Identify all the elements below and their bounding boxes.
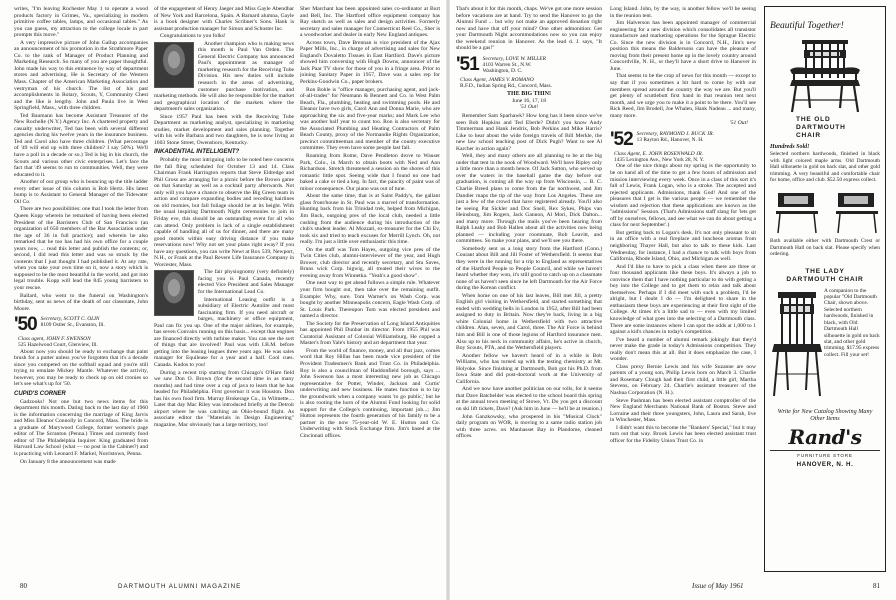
section-heading: INKADENTIAL INTELLIGENT? [154,149,240,156]
paragraph: of the engagement of Henry Jaeger and Miss Gayle Abendhar of New York and Barcelona, Spain. A Barnard alumna, Gayle is a book designer with Charles Scribner's Sons. Hank is assistant production manager for Simon and Schuster Inc. [154,6,294,32]
class-agent: Class agent, JOHN F. SWENSON [18,336,91,343]
lady-chair-title [770,268,880,284]
chair-title-line: DARTMOUTH [796,124,846,131]
paragraph: Probably the most intriguing info to be noted here concerns the fall fling scheduled for October 13 and 14. Class Chairman Frank Harrington reports that Steve Eldredge and Phil Gross are arranging for a picnic before the Brown game on that Saturday as well as a cocktail party afterwards. Not only will you have a chance to observe the Big Green team in action and compare expanding bodies and receding hairlines on old roomies, but fall foliage should be at its height. With the usual inspiring Dartmouth Night ceremonies to join in Friday eve, this should be an outstanding event for all who can attend. Only problem is lack of a single establishment capable of handling all of us for dinner, and there are many good motels within easy driving distance if you make reservations now! Why not set your plans right away? If you have any questions, you can write Newt at Box 539, Newport, N.H., or Frank at the Paul Revere Life Insurance Company in Worcester, Mass. [154,157,294,268]
class-address: 13 Rayton Rd., Hanover, N. H. [636,137,704,144]
paragraph: Steve Pashman has been elected assistant comptroller of the New England Merchants National Bank of Boston. Steve and Lorraine and their three youngsters, John, Laura and Sarah, live in Winchester, Mass. [610,397,756,424]
class-address-line2: Washington, D. C. [482,68,523,75]
paragraph: Since 1957 Paul has been with the Receiving Tube Department as marketing analyst, specializing in marketing studies, market development and sales planning. Together with his wife Barbara and two daughters, he is now living at 1603 Stone Street, Owensboro, Kentucky. [154,113,294,146]
class-number: '52 [610,128,633,150]
paragraph: Another fellow we haven't heard of in a while is Bob Williams, who has turned up with the testing chemistry at Mt. Holyoke. Since finishing at Dartmouth, Bob got his Ph.D. from Iowa State and did post-doctoral work at the University of California. [456,352,602,385]
issue-date: Issue of May 1961 [692,582,744,590]
crest-option-text: Both available either with Dartmouth Crest or Dartmouth Hall on back slat. Please specify when ordering. [770,238,880,258]
portrait-photo [154,270,194,316]
class-header-52 [610,128,756,150]
brand-logo: Rand's [788,425,862,450]
class-officers [637,131,714,144]
paragraph: Gadzooks! Not one but two news items for this department this month. Dating back to the last day of 1960 is the information concerning the marriage of King Jarvis and Miss Eleanor Connolly in Concord, Mass. The bride is a graduate of Marywood College, former women's page editor of The Scranton (Penna.) Times and currently food editor of The Philadelphia Inquirer. King graduated from Harvard Law School (what — no post in the Cabinet?) and is practicing with Leonard F. Markel, Norristown, Penna. [14,398,148,457]
paragraph: One neat way to get ahead follows a simple rule. Whatever your firm bought out, then take over the remaining outfit. Example: Why, sure. Tom Warner's on Wash Corp. was bought by another Minneapolis concern, Eagle Wash Corp. of St. Louis Park. Thereupon Tom was elected president and named a director. [300,280,440,320]
paragraph: The Society for the Preservation of Long Island Antiquities has appointed Phil Dunbar its director. From 1955 Phil was Curatorial Assistant of Colonial Williamsburg. He copped a Master's from Yale's history and art department that year. [300,320,440,347]
magazine-title: DARTMOUTH ALUMNI MAGAZINE [118,583,242,590]
paragraph: From the world of finance, money, and all that jazz, comes word that Roy Hillas has been made vice president of the Provident Tradesmen's Bank and Trust Co. in Philadelphia. Roy is also a councilman of Haddonfield borough, says ... John Swenson has a most interesting new job as Chicago representative for Potter, Winder, Jackson and Curtis' underwriting and new business. He mates function is to lay the groundwork when a company wants 'to go public,' but he is also rooting the horn of the Alumni Fund looking for solid support for the College's continuing, important job...; Jim Hutton represents the fourth generation of his family to be a partner in the now 75-year-old W. E. Hutton and Co. Underwriting with Stock Exchange firm. Jim's based at the Cincinnati offices. [300,347,440,439]
class-agent: Class Agent, JAMES V. ROMANO [460,76,534,83]
paragraph: John Ganzkowsky, who prospered in his "Musical Clock" daily program on WOR, is moving to a same radio station job with three acres. on Manhasset Bay in Plandome, cleaned offices. [456,413,602,440]
reunion-box [456,91,602,111]
paragraph: I've heard a number of alumni remark jokingly that they'd never make the grade in today's Admissions competition. They really don't mean this at all. But it does emphasize the case, I wonder. [610,336,756,363]
class-agent-address: 525 Hazelwood Court, Glenview, Ill. [18,342,98,349]
paragraph: Long Island. John, by the way, is another fellow we'll be seeing in the reunion tent. [610,6,756,19]
paragraph: When home on one of his last leaves, Bill met Jill, a pretty English girl visiting in Wethersfield, and started something that ended with wedding bells in London in 1952, after Bill had been assigned to duty in Britain. Now they're back, living in a big white Colonial home in Wethersfield with two attractive children. Alan, seven, and Carol, three. The Air Force is behind him and Bill is one of those legions of Hartford insurance men. Also up to his neck in community affairs, he's active in church, Boy Scouts, PTA, and the Wethersfield players. [456,292,602,352]
column-signoff: '51 Out! [729,120,748,127]
chair-title-line: THE OLD [796,116,831,123]
paragraph: Ron Bohle is "office manager, purchasing agent, and jack-of-all-trades" for Neumann & Bennett and Co. in West Palm Beach, Fla., plumbing, heating and swimming pools. He and Eleanor have two girls, Carol Ann and Donna Marie, who are approaching the six and five-year marks; and Mark Lee who was another half year to count too. Ron is also secretary for the Associated Plumbing and Heating Contractors of Palm Beach County, proxy of the Normandie Rights Organization, precinct committeeman and member of the county executive committee. They even have some people last fall. [300,86,440,152]
paragraph: Well, they and many others are all planning to be at the big under that tent in the nook of Woodward. We'll have Ripley only a little more than a month hence. Of Jack Sutton, who served up over the waters in the baseball game the day before our graduation, is coming all the way up from Wisconsin, ... B. C. Charlie Breed plans to come from the far northwest, and Jim Dandier maps the tip of the way from Los Angeles. These are just a few of the crowd that have registered already. You'll also be seeing Pat Sickler and Doc Snell, Rex Sykes, Phips van Heinsburg, Jim Rogers, Jack Gannon, Al Mori, Dick Dalton... and many more. Through the mails you've been hearing from Ralph Leahy and Bob Hallen about all the activities now being planned — including your roommate, Bob Leavitt, and committees. So make your plans, and we'll see you there. [456,153,602,245]
page-number: 81 [873,582,880,590]
paragraph: International Leasing outfit is a subsidiary of Electric Autolite and most fascinating firm. If you need aircraft or barges, machinery or office equipment, Paul can fix you up. One of the major airlines, for example, has seven Convairs running on this basis... except that engines are financed directly with turbine maker. You can see the sort of things that are involved! Paul was with I.B.M. before getting into the leasing leagues three years ago. He was sales manager for Equilease for a year and a half. Cool cues. Canada. Kudos to you! [154,296,294,368]
right-page [448,0,896,600]
paragraph: About now you should be ready to exchange that paint brush for a putter unless you've forgotten that it's a decade since you competed on the softball squad and you're still trying to emulate Mickey Mantle. Whatever the activity, however, you may be ready to check up on old cronies so let's see what's up for '50. [14,348,148,388]
reunion-sign: '51 Out! [519,104,539,111]
reunion-heading: THE BIG THIN! [507,91,551,98]
paragraph: writes, "I'm leaving Rochester May 1 to operate a wood products factory in Grimes, Va., specializing in modern primitive coffee tables, lamps, and occasional tables." As you can guess, my attraction to the college locale in part prompts this move." [14,6,148,39]
class-officers [41,316,105,329]
paragraph: And I'd like to have to pick a class when there are three or four thousand applicants like these boys. It's always a job to convince them that I have nothing particular to do with getting a boy into the College and to get them to relax and talk about themselves. Perhaps if I did meet with such a problem, I'd be alright, but I doubt I do — I'm delighted to share in the enthusiasm these boys are experiencing at their first sight of the College. At times it's a little sad to — even with my limited knowledge of what goes into the selecting of a Dartmouth class. There are some instances where I can spot the odds at 1,000 to 1 against a kid's chances in today's competition. [610,263,756,336]
catalog-offer: Write for New Catalog Showing Many Other Items [777,407,873,423]
chair-title-line: CHAIR [796,132,821,139]
class-agent-block [456,77,602,90]
chair-title [796,116,880,140]
paragraph: Jim Halverson has been appointed manager of commercial engineering for a new division which consolidates all transistor manufacture and marketing operations for the Sprague Electric Co. Since the new division is in Concord, N.H., Jim's new position this means the Baldersons can have the pleasure of moving from their present home up in the lovely country around Concordville, N. H., or they'll have a short drive to Hanover in June. [610,20,756,72]
hundreds-sold: Hundreds Sold! [770,144,810,150]
paragraph: On January 8 the announcement was made [20,458,116,465]
lady-chair-description: A companion to the popular "Old Dartmouth Chair, shown above. Selected northern hardwoods, finished in black, with Old Dartmouth Hall silhouette in gold on back slat, and other gold trimming. $17.95 express collect. Fill your set! [824,287,880,358]
right-column-2 [610,6,756,566]
class-address: 4103 Warren St., N.W. [482,62,532,69]
paragraph: A very impressive picture of John Gallup accompanies an announcement of his promotion in the Strathmore Paper Co. to the rank of Manager of Product Planning and Marketing Research. So many of you are paper thoughtful. John made his way to this eminence by way of department stores and advertising. He is Secretary of the Western Mass. Chapter of the American Marketing Association and vestryman of his church. The list of his past accomplishments in Rotary, Scouts, Y, Community Chest and the like is lengthy. John and Paula live in West Springfield, Mass., with three children. [14,39,148,112]
paragraph: Another of our group who is bouncing up the title ladder every other issue of this column is Bob Hertz. His latest bump is to Assistant to General Manager of the Tidewater Oil Co. [14,179,148,205]
chair-description: Selected northern hardwoods, finished in black with light colored maple arms. Old Dartmouth Hall silhouette in gold on back slat, and other gold trimming. A very beautiful and comfortable chair for home, office and club. $52.50 express collect. [770,151,880,184]
rands-chair-advertisement [764,6,886,572]
class-number: '50 [14,314,37,336]
paragraph: Sher Marchant has been appointed sales co-ordinator at Burt and Bell, Inc. The Hartford office equipment company has Ray sketch as well as sales and design activities. Formerly secretary and sales manager for Connecticut Reel Co., Sher is a woodworker and dealer in early New England antiques. [300,6,440,39]
lady-chair-title-line: THE LADY [805,267,845,275]
class-agent-block [610,151,756,164]
paragraph: But getting back to Logan's desk. It's not only pleasant to sit in an office with a real fireplace and luncheon aromas from neighboring Thayer Hall, but also to talk to these kids. Last Wednesday, for instance, I had a chance to talk with boys from California, Rhode Island, Ohio, and Michigan as well. [610,229,756,263]
lady-chair-section [770,288,880,400]
reunion-dates: June 16, 17, 18 [511,97,547,104]
paragraph: And we now have another politician on our rolls, for it seems that Dave Batchelder was elected to the school board this spring at the annual town meeting of Stowe, Vt. Do you get a discount on ski lift tickets, Dave? (Ask him in June — he'll be at reunion.) [456,386,602,413]
paragraph: That's about it for this month, chaps. We've got one more session before vacations are at hand. Try to send the Hanover to go the Alumni Fund ... but why not make an approved donation right now and have that off your mind? One other admonition: Get your Dartmouth Night accommodations now so you can enjoy the weekend reunion in Hanover. As the lead d. J. says, "It should be a gas!" [456,6,602,52]
paragraph: Class prexy Bernie Lewis and his wife Suzanne are now parents of a young son, Philip Lewis born on March 3. Charlie and Rosemary Clough had their first child, a little girl, Martha Stevens, on February 24. Charlie's assistant treasurer of the Nashua Corporation (N. H.). [610,363,756,397]
portrait-photo [154,42,194,88]
paragraph: Ballard, who went to the funeral on Washington's birthday, sent us news of the death of our classmate, John Moore. [14,292,148,312]
class-agent-address: 1435 Lexington Ave., New York 28, N. Y. [614,157,705,164]
class-officers [483,56,546,75]
divider [770,450,880,451]
left-column-3 [300,6,440,566]
paragraph: That seems to be the crop of news for this month — except to say that if you sometimes a bit hard to come by with our members spread around the country the way we are. But you'll get plenty of scuttlebutt first hand in that reunion tent next month, and we urge you to make it a point to be there. You'll see Rick Reed, Jim Brodell, Joe Whalen, Hank Nadeau ... and many, many more. [610,73,756,119]
class-agent: Class Agent, E. JOHN ROSENWALD JR. [614,150,704,157]
paragraph: Somebody sent us a long story from the Hartford (Conn.) Courant about Bill and Jill Foster of Wethersfield. It seems that they were in the running for a trip to England as representatives of the Hartford People to People Council, and while we haven't heard whether they won, it's still good to catch up on a classmate none of us haven't seen since he left Dartmouth for the Air Force during the Korean conflict. [456,245,602,292]
class-header-51 [456,53,602,75]
lady-chair-title-line: DARTMOUTH CHAIR [786,275,864,283]
class-address: 8109 Ostler St., Evanston, Ill. [40,322,105,329]
lady-dartmouth-chair-illustration [770,288,824,400]
class-header-50 [14,316,148,334]
paragraph: One of the nice things about my spring is the opportunity to be on hand all of the time to get a few hours of admission and mission interviewing every week. Once in a class of this sort it's fall of Lewis, Frank Logan, who is a stroke. The accepted and rejected applicants. Admissions, thank God! And one of the pleasures that I get is the various people — we remember the wisdom and rejection that these applications are known as the "admissions" Session. (That's Admissions staff slang for 'lets get off by ourselves, fellows, and see what we can do about getting a class for next September'.) [610,163,756,229]
class-secretary: Secretary, SCOTT C. OLIN [40,316,100,323]
paragraph: Roaming from Rome, Dave Pendleton drove to Wauser Park, Colo., in March to obtain boots with Ned and Ann Richardson. Stretch threatened a session on the shores of this romantic little spot. Seeing wide that I found no one had baked a cake or tied a keg. In fact, the paucity of paint was of minor consequence. Our piano was out of tune. [300,153,440,192]
class-secretary: Secretary, RAYMOND J. BUCK JR. [636,130,714,137]
paragraph: There are two possibilities: one that I took the letter from Queen Kopp wherein he remarked of having been elected President of the Barristers Club of San Francisco (an organization of 650 members of the Bar Association under the age of 36 in full practice); and wherein he also remarked that he too has had his own office for a couple years now, ... read this letter and publish the contents; or, second, I did read this letter and was so struck by the contents that I just thought I had published it. At any rate, when you take your own time on it, now a story which is supposed to be the most beautiful in the world, and got into legal trouble. Kopp will lead the 845 young barristers to your rescue. [14,206,148,291]
page-number: 80 [20,582,27,590]
left-column-1 [14,6,148,566]
paragraph: Remember Sam Sparhawk? How long has it been since we've seen Bob Hopkins and Ted Eberle? Didn't you know Andy Timmerman and Hank Jendrix, Bob Perkins and Mike Harris? Like to hear about the wide foreign travels of Bill Merkle, the new law school teaching post of Dick Pugh? Want to see Al Karcher in action again? [456,112,602,152]
class-agent-block [14,336,148,349]
old-dartmouth-chair-illustration [780,36,870,114]
ad-headline: Beautiful Together! [770,21,844,31]
chair-pair-illustration [770,189,882,235]
paragraph: About the same time, that is at Saint Paddy's, the gallant glass front/house in St. Paul was a marvel of transformation. Hunting back from his Trinidad trek, helped from Michigan, Jim Buck, outgoing pres of the local club, needed a little cushing from the audience during his introduction of the club's student leader. Al Mozzati, ex-treasurer for the Chi Ev, took six and tried to teach excuses for Merrill Lynch. Oh, not really. I'm just a little over enthusiastic this time. [300,193,440,246]
section-heading: CUPID'S CORNER [14,391,66,398]
paragraph: Congratulations to you folks! [160,33,226,40]
class-number: '51 [456,53,479,75]
paragraph: Across town, Dave Brennan is vice president of the Ajax Paper Mills, Inc., in charge of advertising and sales for New England's Dovaletto Tissues in East Hartford. Dave's picture showed him conversing with Hugh Downs, announcer of the Jack Paar TV show for those of you in a fringe area. Prior to joining Sanitary Paper in 1957, Dave was a sales rep for Perkins-Goodwin Co., paper brokers. [300,39,440,86]
paragraph: Ted Baumann has become Assistant Treasurer of the New Rochelle (N.Y.) Agency Inc. A chartered property and casualty underwriter, Ted has been with several different agencies during his twelve years in the insurance business. Ted and Carol also have three children. (What percentage of '49 will end up with three children? I say 50%). We'll have a poll in a decade or so.) Ted is big in his church, the Scouts and various other civic enterprises. Let's face the fact that '49 seems to run to communities. Well, they were educated to it. [14,112,148,178]
right-column-1 [456,6,602,566]
paragraph: On the staff was Tom Hayes, outgoing vice pres of the Twin Cities club, alumni-interviewer of the year, and Hugh Brower, club director and recently secretary, and Stu Saves, Bruns wick Corp. bigwig, all treated their wives to the evening away from Winnetka. "Yeah's a good show". [300,246,440,279]
store-location: HANOVER, N. H. [796,460,854,468]
paragraph: I didn't want this to become the "Bankers' Special," but it may turn out that way. Brook Lewis has been elected assistant trust officer for the Fidelity Union Trust Co. in [610,424,756,444]
class-secretary: Secretary, LOVE W. MILLER [482,55,546,62]
brand-subtitle: FURNITURE STORE [797,453,853,459]
paragraph: The fair physiognomy (very definitely) facing you is Paul Canada, recently elected Vice President and Sales Manager for the International Lead Co. [198,269,294,295]
class-agent-address: R.F.D., Indian Spring Rd., Concord, Mass. [460,83,552,90]
paragraph: During a recent trip starting from Chicago's O'Hare field we saw Don O. Brown (for the second time in as many months) and had time over a cup of java to learn that he has headed for Philadelphia. First governor it was Houston. Don has his own food firm. Murray Brokerage Co., in Wilmette.... Later that day Mac Riley was introduced briefly at the Detroit airport where he was catching an Ohio-bound flight. As associate editor the "Materials in Design Engineering" magazine, Mac obviously has a large territory, too! [154,369,294,428]
paragraph: Another champion who is making news this month is Paul Van Orden. The General Electric Company has announced Paul's appointment as manager of marketing research for the Receiving Tube Division. His new duties will include research in the areas of advertising, customer purchase motivation, and marketing methods. He will also be responsible for the market and geographical location of the markets where the department's sales organization. [154,40,294,113]
left-column-2 [154,6,294,566]
